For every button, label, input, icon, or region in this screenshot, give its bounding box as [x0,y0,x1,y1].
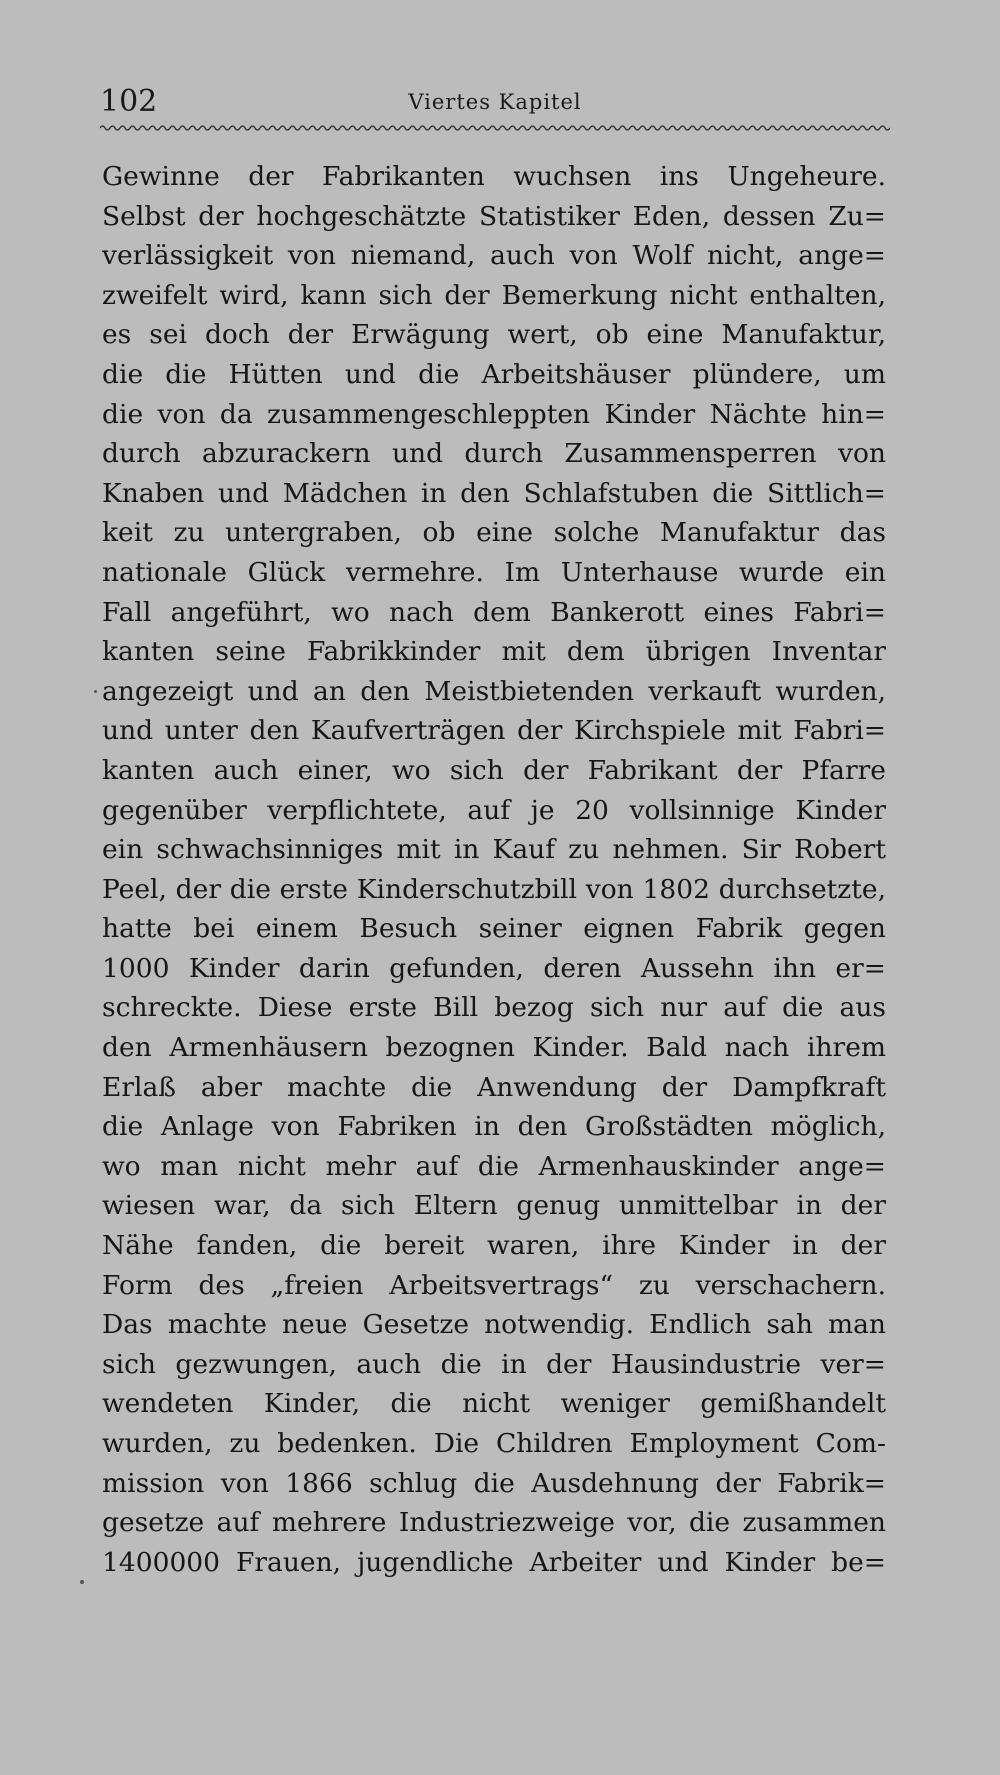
text-line: 1400000 Frauen, jugendliche Arbeiter und Kinder be= [102,1546,886,1578]
text-line: Form des „freien Arbeitsvertrags“ zu verschachern. [102,1269,886,1301]
text-line: die Anlage von Fabriken in den Großstädten möglich, [102,1111,886,1143]
page-header [100,82,890,122]
text-line: schreckte. Diese erste Bill bezog sich nur auf die aus [102,992,886,1024]
text-line: mission von 1866 schlug die Ausdehnung der Fabrik= [102,1467,886,1499]
text-line: hatte bei einem Besuch seiner eignen Fabrik gegen [102,913,886,945]
text-line: die die Hütten und die Arbeitshäuser plündere, um [102,358,886,390]
body-text [102,157,886,1582]
paper-speck [80,1580,84,1584]
text-line: Knaben und Mädchen in den Schlafstuben die Sittlich= [102,477,886,509]
text-line: kanten auch einer, wo sich der Fabrikant der Pfarre [102,754,886,786]
text-line: keit zu untergraben, ob eine solche Manufaktur das [102,517,886,549]
page-number: 102 [100,84,158,119]
text-line: Nähe fanden, die bereit waren, ihre Kinder in der [102,1230,886,1262]
paper-speck [94,690,97,693]
text-line: Selbst der hochgeschätzte Statistiker Eden, dessen Zu= [102,200,886,232]
text-line: Fall angeführt, wo nach dem Bankerott eines Fabri= [102,596,886,628]
text-line: gesetze auf mehrere Industriezweige vor, die zusammen [102,1507,886,1539]
text-line: und unter den Kaufverträgen der Kirchspiele mit Fabri= [102,715,886,747]
text-line: wurden, zu bedenken. Die Children Employment Com- [102,1428,886,1459]
text-line: nationale Glück vermehre. Im Unterhause wurde ein [102,556,886,588]
text-line: durch abzurackern und durch Zusammensperren von [102,438,886,470]
text-line: angezeigt und an den Meistbietenden verkauft wurden, [102,675,886,707]
text-line: den Armenhäusern bezognen Kinder. Bald nach ihrem [102,1032,886,1064]
text-line: wendeten Kinder, die nicht weniger gemißhandelt [102,1388,886,1420]
text-line: wo man nicht mehr auf die Armenhauskinder ange= [102,1150,886,1182]
text-line: wiesen war, da sich Eltern genug unmittelbar in der [102,1190,886,1222]
text-line: Gewinne der Fabrikanten wuchsen ins Ungeheure. [102,161,886,192]
text-line: Das machte neue Gesetze notwendig. Endlich sah man [102,1309,886,1341]
header-wavy-rule [100,122,890,134]
text-line: gegenüber verpflichtete, auf je 20 vollsinnige Kinder [102,794,886,826]
text-line: Erlaß aber machte die Anwendung der Dampfkraft [102,1071,886,1103]
text-line: 1000 Kinder darin gefunden, deren Aussehn ihn er= [102,952,886,984]
text-line: sich gezwungen, auch die in der Hausindustrie ver= [102,1348,886,1380]
text-line: die von da zusammengeschleppten Kinder Nächte hin= [102,398,886,430]
running-title: Viertes Kapitel [408,90,582,114]
text-line: ein schwachsinniges mit in Kauf zu nehmen. Sir Robert [102,834,886,866]
text-line: zweifelt wird, kann sich der Bemerkung nicht enthalten, [102,279,886,311]
text-line: verlässigkeit von niemand, auch von Wolf nicht, ange= [102,240,886,272]
text-line: es sei doch der Erwägung wert, ob eine Manufaktur, [102,319,886,351]
text-line: kanten seine Fabrikkinder mit dem übrigen Inventar [102,636,886,668]
text-line: Peel, der die erste Kinderschutzbill von 1802 durchsetzte, [102,873,886,905]
